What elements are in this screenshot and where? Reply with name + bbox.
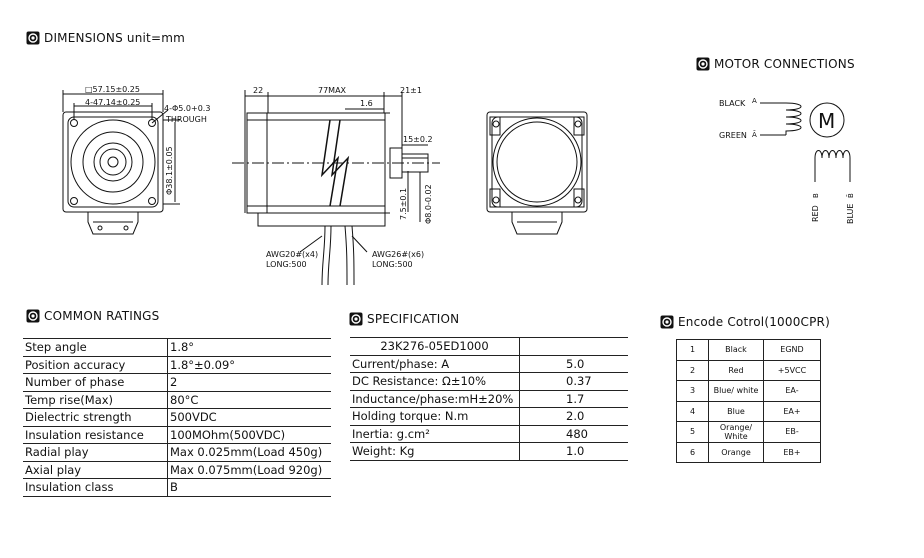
rating-label: Radial play [23,444,168,462]
wire-left-long-label: LONG:500 [266,260,307,269]
spec-label: Holding torque: N.m [350,408,520,426]
encoder-wire-color: Red [709,360,764,381]
table-row [23,339,331,357]
encoder-pin: 6 [677,442,709,463]
rating-label: Position accuracy [23,356,168,374]
wire-left-label: AWG20#(x4) [266,250,319,259]
section-bullet-icon [349,312,363,326]
phase-a-label: A [752,97,757,105]
wire-right-long-label: LONG:500 [372,260,413,269]
encoder-signal: EA+ [764,401,821,422]
encoder-table [676,339,821,463]
rating-label: Insulation class [23,479,168,497]
table-row [23,461,331,479]
dim-15-label: 15±0.2 [403,135,433,144]
rating-label: Dielectric strength [23,409,168,427]
dim-16-label: 1.6 [360,99,373,108]
table-row [350,338,628,356]
rating-value: 1.8° [168,339,332,357]
table-row [23,409,331,427]
phase-b-label: B [812,193,820,198]
encoder-signal: EB+ [764,442,821,463]
table-row [677,442,821,463]
spec-value: 480 [520,425,629,443]
encoder-wire-color: Orange [709,442,764,463]
rating-value: 100MOhm(500VDC) [168,426,332,444]
motor-symbol-label: M [818,109,836,133]
wire-red-label: RED [811,205,820,222]
dim-through-label: THROUGH [166,115,207,124]
table-row [23,426,331,444]
specification-title [349,312,459,326]
table-row [23,356,331,374]
wire-right-label: AWG26#(x6) [372,250,425,259]
table-row [677,340,821,361]
common-ratings-title [26,309,159,323]
spec-label: Inertia: g.cm² [350,425,520,443]
dim-shaft-label: Φ8.0-0.02 [424,184,433,224]
spec-value: 2.0 [520,408,629,426]
rating-value: 80°C [168,391,332,409]
rear-view [487,112,587,234]
motor-schematic [760,103,850,182]
phase-b-bar-label: B̄ [847,193,855,198]
common-ratings-title-text: COMMON RATINGS [44,309,160,323]
rating-label: Axial play [23,461,168,479]
dim-inner-label: 4-47.14±0.25 [85,98,141,107]
table-row [23,444,331,462]
encoder-pin: 2 [677,360,709,381]
spec-value: 1.0 [520,443,629,461]
table-row [350,408,628,426]
dim-22-label: 22 [253,86,264,95]
specification-title-text: SPECIFICATION [367,312,460,326]
dim-boss-label: Φ38.1±0.05 [165,146,174,195]
section-bullet-icon [26,309,40,323]
model-number: 23K276-05ED1000 [350,338,520,356]
spec-value: 1.7 [520,390,629,408]
rating-label: Temp rise(Max) [23,391,168,409]
spec-label: DC Resistance: Ω±10% [350,373,520,391]
specification-table [350,337,628,461]
front-view [63,90,180,234]
phase-a-bar-label: Ā [752,131,757,139]
dim-21-label: 21±1 [400,86,422,95]
encoder-signal: EGND [764,340,821,361]
encoder-pin: 5 [677,422,709,443]
encoder-wire-color: Blue/ white [709,381,764,402]
encoder-title [660,315,830,329]
table-row [677,360,821,381]
encoder-wire-color: Black [709,340,764,361]
encoder-pin: 4 [677,401,709,422]
table-row [677,401,821,422]
section-bullet-icon [660,315,674,329]
table-row [677,381,821,402]
encoder-wire-color: Blue [709,401,764,422]
rating-value: Max 0.075mm(Load 920g) [168,461,332,479]
table-row [677,422,821,443]
encoder-signal: EA- [764,381,821,402]
table-row [350,443,628,461]
motor-connections-title-text: MOTOR CONNECTIONS [714,57,855,71]
dimensions-title-text: DIMENSIONS unit=mm [44,31,185,45]
table-row [350,355,628,373]
rating-label: Number of phase [23,374,168,392]
encoder-title-text: Encode Cotrol(1000CPR) [678,315,830,329]
rating-value: 500VDC [168,409,332,427]
table-row [350,425,628,443]
common-ratings-table [23,338,331,497]
rating-value: Max 0.025mm(Load 450g) [168,444,332,462]
encoder-pin: 1 [677,340,709,361]
encoder-wire-color: Orange/ White [709,422,764,443]
dim-outer-label: □57.15±0.25 [85,85,140,94]
table-row [23,391,331,409]
encoder-pin: 3 [677,381,709,402]
table-row [23,374,331,392]
rating-value: B [168,479,332,497]
rating-label: Step angle [23,339,168,357]
rating-value: 2 [168,374,332,392]
spec-value: 0.37 [520,373,629,391]
encoder-signal: EB- [764,422,821,443]
spec-value: 5.0 [520,355,629,373]
spec-label: Inductance/phase:mH±20% [350,390,520,408]
wire-blue-label: BLUE [846,203,855,224]
spec-label: Weight: Kg [350,443,520,461]
wire-black-label: BLACK [719,99,746,108]
encoder-signal: +5VCC [764,360,821,381]
table-row [350,373,628,391]
dim-holes-label: 4-Φ5.0+0.3 [164,104,211,113]
table-row [350,390,628,408]
dim-75-label: 7.5±0.1 [399,187,408,220]
wire-green-label: GREEN [719,131,747,140]
dim-77-label: 77MAX [318,86,347,95]
table-row [23,479,331,497]
rating-label: Insulation resistance [23,426,168,444]
rating-value: 1.8°±0.09° [168,356,332,374]
spec-label: Current/phase: A [350,355,520,373]
